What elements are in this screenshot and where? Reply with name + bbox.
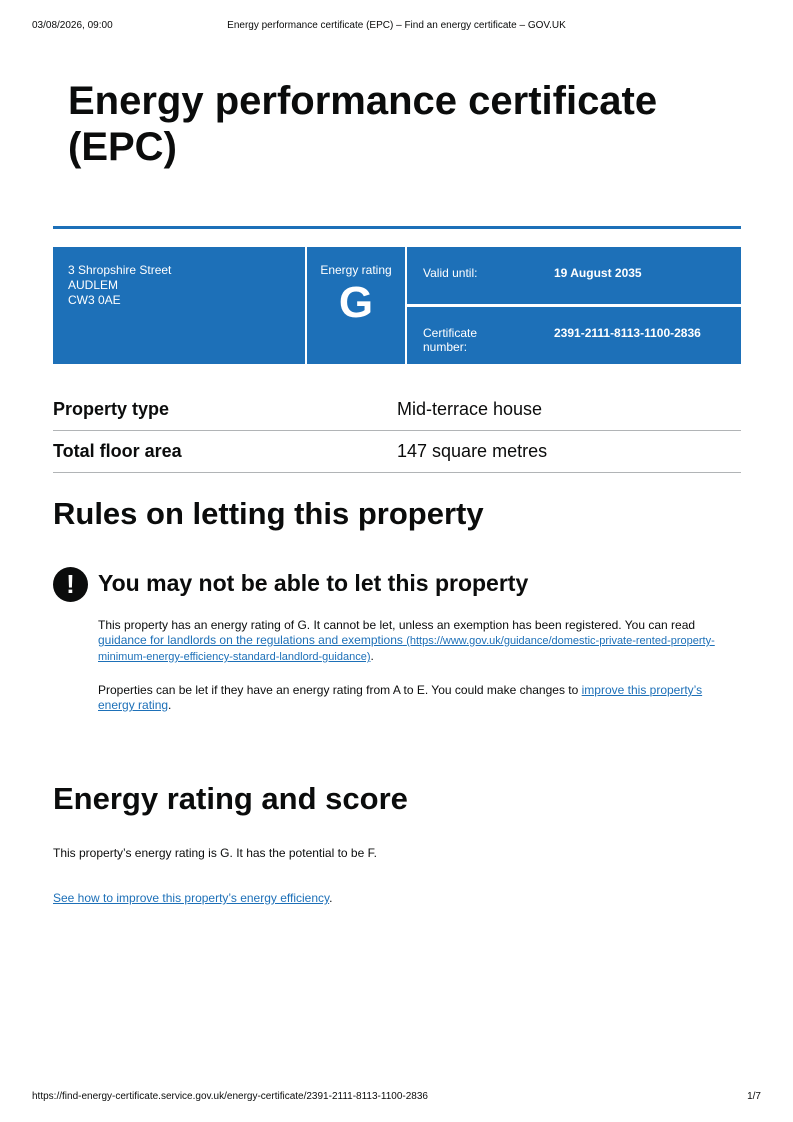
valid-until-value: 19 August 2035: [554, 266, 642, 280]
address-line-1: 3 Shropshire Street: [68, 263, 172, 277]
landlord-guidance-link[interactable]: guidance for landlords on the regulations and exemptions (https://www.gov.uk/guidance/domestic-private-rented-property-minimum-energy-efficiency-standard-landlord-guidance): [98, 633, 715, 663]
page-title: Energy performance certificate (EPC): [68, 79, 658, 169]
certificate-number-label: Certificate number:: [423, 326, 478, 354]
valid-until-label: Valid until:: [423, 266, 478, 280]
improve-efficiency-link[interactable]: See how to improve this property’s energy efficiency: [53, 891, 330, 905]
print-page-title: Energy performance certificate (EPC) – Find an energy certificate – GOV.UK: [227, 20, 566, 31]
property-address: [53, 247, 305, 364]
energy-rating-band: G: [338, 278, 374, 327]
summary-value: 147 square metres: [397, 441, 548, 461]
summary-row-property-type: [53, 390, 741, 431]
page-number: 1/7: [747, 1091, 761, 1102]
warning-icon: !: [53, 567, 88, 602]
print-datetime: 03/08/2026, 09:00: [32, 20, 113, 31]
energy-rating-label: Energy rating: [320, 263, 392, 277]
energy-score-heading: Energy rating and score: [53, 781, 408, 816]
title-divider: [53, 226, 741, 229]
energy-score-text: This property’s energy rating is G. It has the potential to be F.: [53, 846, 377, 860]
letting-warning-text: This property has an energy rating of G. It cannot be let, unless an exemption has been registered. You can read guidance for landlords on the regulations and exemptions (https://www.gov.uk/guidance/domestic-private-rented-property-minimum-energy-efficiency-standard-landlord-guidance).: [98, 618, 715, 663]
letting-rules-heading: Rules on letting this property: [53, 496, 484, 531]
summary-value: Mid-terrace house: [397, 399, 543, 419]
energy-rating-cell: [307, 247, 405, 364]
letting-rating-text: Properties can be let if they have an energy rating from A to E. You could make changes to improve this property’s energy rating.: [98, 683, 703, 712]
summary-key: Total floor area: [53, 441, 182, 461]
address-line-2: AUDLEM: [68, 278, 119, 292]
summary-key: Property type: [53, 399, 170, 419]
property-summary-list: [53, 390, 741, 473]
improve-rating-link[interactable]: improve this property’s energy rating: [98, 683, 703, 712]
valid-until-cell: [407, 247, 741, 304]
improve-efficiency-line: See how to improve this property’s energy efficiency.: [53, 891, 333, 905]
summary-row-floor-area: [53, 431, 741, 473]
certificate-number-cell: [407, 307, 741, 364]
certificate-number-value: 2391-2111-8113-1100-2836: [554, 326, 701, 340]
address-postcode: CW3 0AE: [68, 293, 121, 307]
print-url: https://find-energy-certificate.service.gov.uk/energy-certificate/2391-2111-8113-1100-2836: [32, 1091, 428, 1102]
epc-summary-box: [53, 247, 741, 364]
letting-warning-heading: You may not be able to let this property: [98, 570, 529, 596]
